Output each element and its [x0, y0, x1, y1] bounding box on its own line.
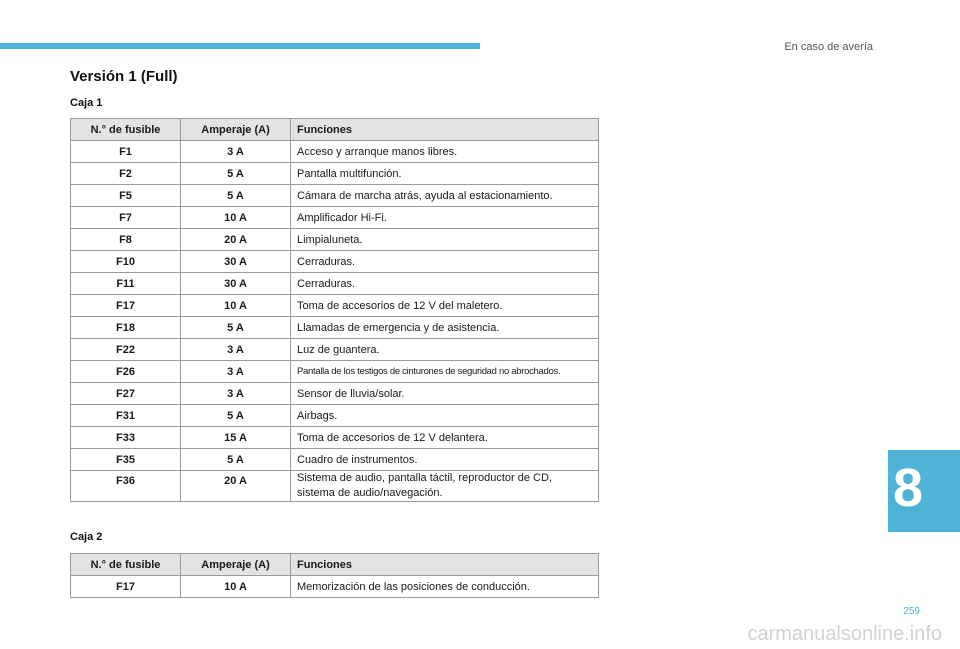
fuse-id: F2 — [71, 163, 181, 185]
amperage: 20 A — [181, 471, 291, 502]
caja2-table — [70, 553, 599, 598]
column-header-amp: Amperaje (A) — [181, 119, 291, 141]
amperage: 20 A — [181, 229, 291, 251]
amperage: 30 A — [181, 251, 291, 273]
fuse-id: F5 — [71, 185, 181, 207]
table-row — [71, 361, 599, 383]
amperage: 5 A — [181, 405, 291, 427]
column-header-fuse: N.° de fusible — [71, 554, 181, 576]
function: Amplificador Hi-Fi. — [291, 207, 599, 229]
fuse-id: F17 — [71, 576, 181, 598]
function: Cerraduras. — [291, 273, 599, 295]
page-title: Versión 1 (Full) — [70, 68, 178, 85]
fuse-id: F35 — [71, 449, 181, 471]
table-row — [71, 163, 599, 185]
table-row — [71, 449, 599, 471]
fuse-id: F27 — [71, 383, 181, 405]
amperage: 10 A — [181, 207, 291, 229]
fuse-id: F36 — [71, 471, 181, 502]
amperage: 5 A — [181, 163, 291, 185]
function: Luz de guantera. — [291, 339, 599, 361]
fuse-id: F26 — [71, 361, 181, 383]
fuse-id: F31 — [71, 405, 181, 427]
caja2-label: Caja 2 — [70, 531, 103, 543]
function: Toma de accesorios de 12 V del maletero. — [291, 295, 599, 317]
amperage: 5 A — [181, 317, 291, 339]
fuse-id: F11 — [71, 273, 181, 295]
amperage: 30 A — [181, 273, 291, 295]
section-label: En caso de avería — [784, 41, 873, 53]
table-header-row — [71, 119, 599, 141]
table-row — [71, 185, 599, 207]
function: Cámara de marcha atrás, ayuda al estacionamiento. — [291, 185, 599, 207]
amperage: 3 A — [181, 383, 291, 405]
fuse-id: F33 — [71, 427, 181, 449]
amperage: 10 A — [181, 295, 291, 317]
fuse-id: F7 — [71, 207, 181, 229]
function: Sensor de lluvia/solar. — [291, 383, 599, 405]
function: Toma de accesorios de 12 V delantera. — [291, 427, 599, 449]
page-number: 259 — [903, 606, 920, 617]
table-row — [71, 576, 599, 598]
function: Limpialuneta. — [291, 229, 599, 251]
caja1-table — [70, 118, 599, 502]
column-header-amp: Amperaje (A) — [181, 554, 291, 576]
table-row — [71, 471, 599, 502]
amperage: 10 A — [181, 576, 291, 598]
table-row — [71, 207, 599, 229]
function: Cuadro de instrumentos. — [291, 449, 599, 471]
table-row — [71, 141, 599, 163]
top-accent-bar — [0, 43, 480, 49]
column-header-fuse: N.° de fusible — [71, 119, 181, 141]
function: Cerraduras. — [291, 251, 599, 273]
function: Acceso y arranque manos libres. — [291, 141, 599, 163]
table-row — [71, 251, 599, 273]
table-row — [71, 339, 599, 361]
fuse-id: F22 — [71, 339, 181, 361]
function: Airbags. — [291, 405, 599, 427]
watermark: carmanualsonline.info — [747, 623, 942, 645]
chapter-number: 8 — [893, 458, 924, 518]
amperage: 3 A — [181, 141, 291, 163]
function: Pantalla de los testigos de cinturones de seguridad no abrochados. — [291, 361, 599, 383]
amperage: 5 A — [181, 185, 291, 207]
amperage: 3 A — [181, 339, 291, 361]
fuse-id: F17 — [71, 295, 181, 317]
amperage: 5 A — [181, 449, 291, 471]
fuse-id: F1 — [71, 141, 181, 163]
column-header-functions: Funciones — [291, 119, 599, 141]
function: Llamadas de emergencia y de asistencia. — [291, 317, 599, 339]
function: Memorización de las posiciones de conducción. — [291, 576, 599, 598]
fuse-id: F18 — [71, 317, 181, 339]
table-row — [71, 317, 599, 339]
fuse-id: F8 — [71, 229, 181, 251]
table-row — [71, 229, 599, 251]
table-row — [71, 295, 599, 317]
table-row — [71, 273, 599, 295]
fuse-id: F10 — [71, 251, 181, 273]
table-header-row — [71, 554, 599, 576]
amperage: 3 A — [181, 361, 291, 383]
table-row — [71, 427, 599, 449]
function: Pantalla multifunción. — [291, 163, 599, 185]
table-row — [71, 383, 599, 405]
function: Sistema de audio, pantalla táctil, reproductor de CD, sistema de audio/navegación. — [291, 471, 599, 502]
caja1-label: Caja 1 — [70, 97, 103, 109]
column-header-functions: Funciones — [291, 554, 599, 576]
amperage: 15 A — [181, 427, 291, 449]
table-row — [71, 405, 599, 427]
